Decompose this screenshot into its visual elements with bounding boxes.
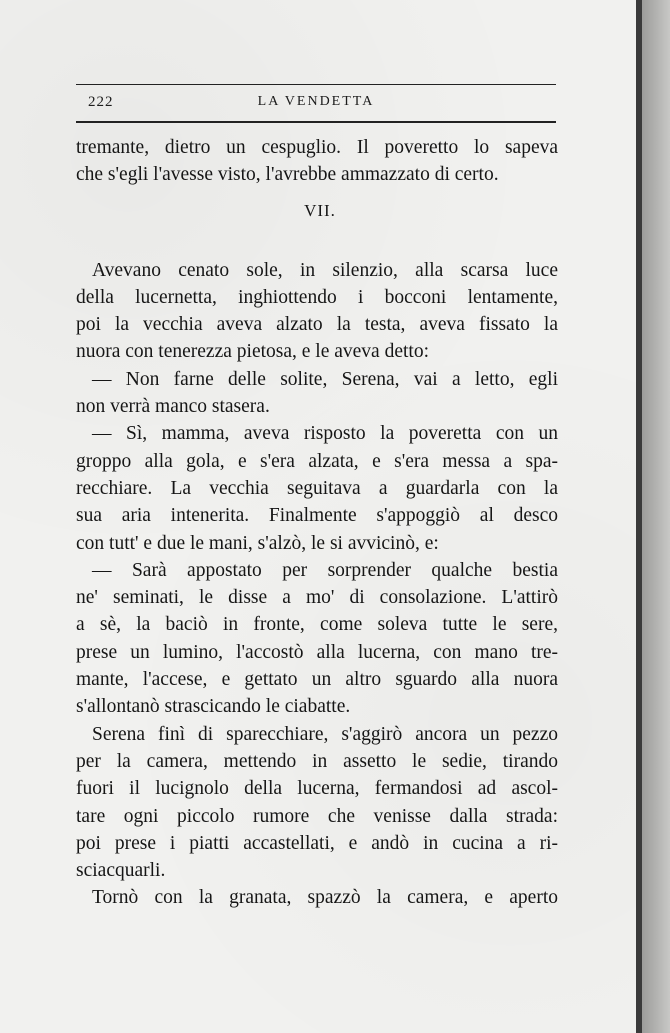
text-line: Avevano cenato sole, in silenzio, alla scarsa luce: [92, 259, 558, 281]
section-spacer: [76, 249, 558, 257]
text-line: Tornò con la granata, spazzò la camera, e aperto: [92, 887, 558, 909]
text-line: recchiare. La vecchia seguitava a guardarla con la: [76, 477, 558, 499]
text-line: tare ogni piccolo rumore che venisse dalla strada:: [76, 805, 558, 827]
text-line: poi la vecchia aveva alzato la testa, aveva fissato la: [76, 314, 558, 336]
text-line: nuora con tenerezza pietosa, e le aveva detto:: [76, 341, 429, 363]
text-line: per la camera, mettendo in assetto le sedie, tirando: [76, 750, 558, 772]
text-line: che s'egli l'avesse visto, l'avrebbe ammazzato di certo.: [76, 164, 499, 186]
text-line: a sè, la baciò in fronte, come soleva tutte le sere,: [76, 614, 558, 636]
text-line: fuori il lucignolo della lucerna, fermandosi ad ascol-: [76, 778, 558, 800]
text-line: — Sarà appostato per sorprender qualche bestia: [92, 559, 558, 581]
text-line: mante, l'accese, e gettato un altro sguardo alla nuora: [76, 669, 558, 691]
body-text: [76, 134, 558, 912]
header-top-rule: [76, 84, 556, 85]
running-title: LA VENDETTA: [257, 94, 375, 109]
text-line: — Sì, mamma, aveva risposto la poveretta con un: [92, 423, 558, 445]
text-line: groppo alla gola, e s'era alzata, e s'era messa a spa-: [76, 450, 558, 472]
page-header: [76, 94, 556, 116]
scanner-background: [642, 0, 670, 1033]
text-line: della lucernetta, inghiottendo i bocconi lentamente,: [76, 286, 558, 308]
text-line: ne' seminati, le disse a mo' di consolazione. L'attirò: [76, 587, 558, 609]
header-bottom-rule: [76, 121, 556, 123]
text-line: Serena finì di sparecchiare, s'aggirò ancora un pezzo: [92, 723, 558, 745]
text-line: — Non farne delle solite, Serena, vai a letto, egli: [92, 368, 558, 390]
text-line: poi prese i piatti accastellati, e andò in cucina a ri-: [76, 832, 558, 854]
page-number: 222: [88, 94, 114, 110]
text-line: sciacquarli.: [76, 860, 166, 882]
text-line: sua aria intenerita. Finalmente s'appoggiò al desco: [76, 505, 558, 527]
text-line: tremante, dietro un cespuglio. Il poveretto lo sapeva: [76, 137, 558, 158]
text-line: s'allontanò strascicando le ciabatte.: [76, 696, 351, 718]
text-line: con tutt' e due le mani, s'alzò, le si avvicinò, e:: [76, 532, 439, 554]
text-line: non verrà manco stasera.: [76, 396, 270, 418]
section-heading: VII.: [304, 200, 336, 220]
text-line: prese un lumino, l'accostò alla lucerna, con mano tre-: [76, 641, 558, 663]
